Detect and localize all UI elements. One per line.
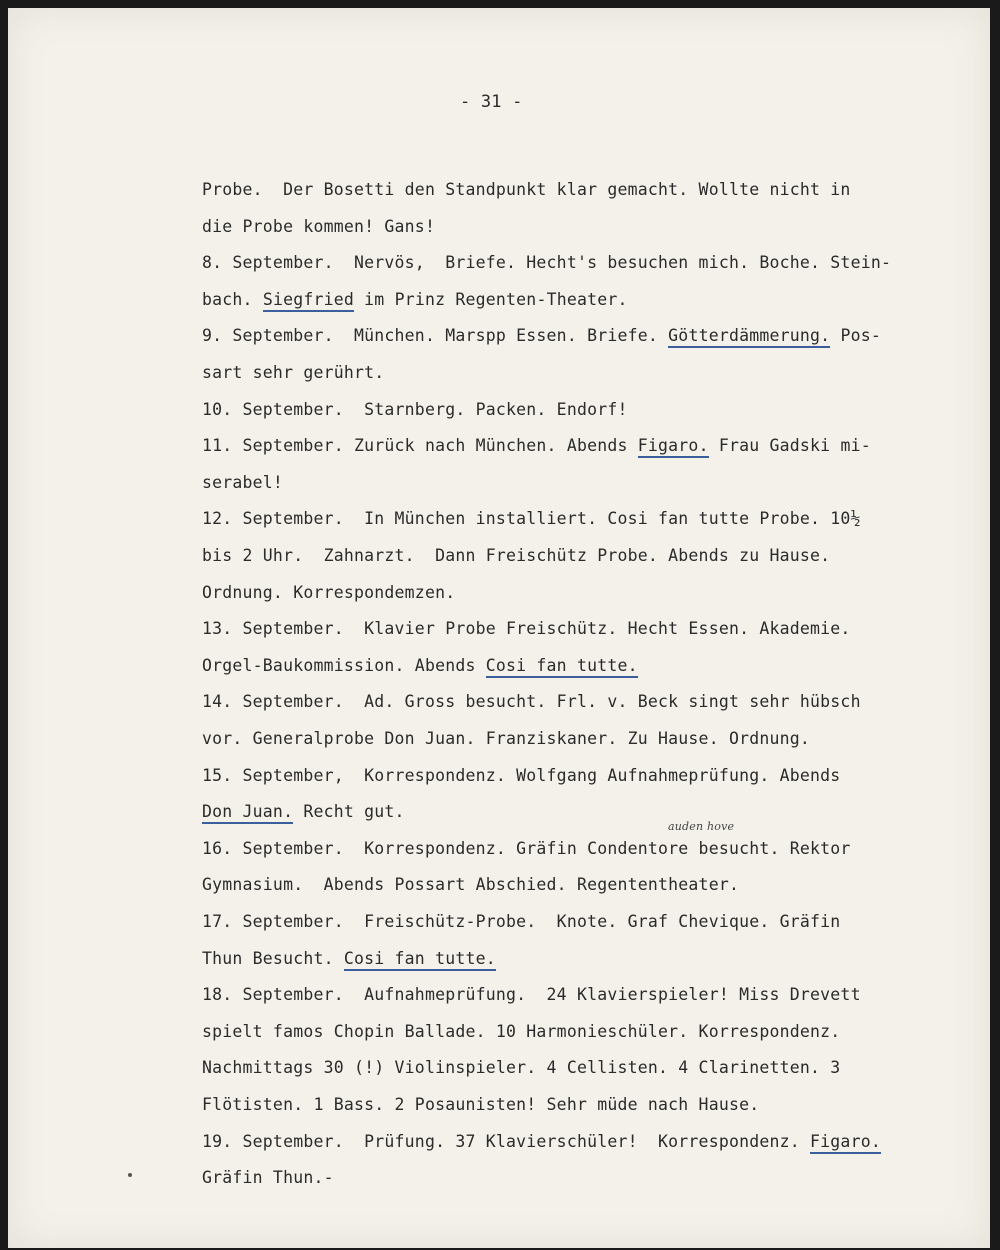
text-segment: vor. Generalprobe Don Juan. Franziskaner. Zu Hause. Ordnung. — [202, 729, 811, 748]
underlined-title: Cosi fan tutte. — [486, 656, 638, 678]
text-line — [202, 912, 840, 932]
text-segment: Flötisten. 1 Bass. 2 Posaunisten! Sehr müde nach Hause. — [202, 1095, 760, 1114]
text-segment: 17. September. Freischütz-Probe. Knote. Graf Chevique. Gräfin — [202, 912, 841, 931]
text-line — [202, 766, 840, 786]
text-segment: Pos- — [830, 326, 881, 346]
text-segment: Recht gut. — [293, 802, 405, 822]
underlined-title: Siegfried — [263, 290, 354, 312]
text-segment: 11. September. Zurück nach München. Abends — [202, 436, 638, 456]
page-number: - 31 - — [460, 92, 523, 112]
text-line — [202, 1132, 881, 1152]
text-segment: 8. September. Nervös, Briefe. Hecht's besuchen mich. Boche. Stein- — [202, 253, 892, 273]
document-page — [8, 8, 990, 1248]
text-line — [202, 217, 435, 237]
underlined-title: Cosi fan tutte. — [344, 949, 496, 971]
text-segment: die Probe kommen! Gans! — [202, 216, 436, 236]
text-segment: Nachmittags 30 (!) Violinspieler. 4 Cellisten. 4 Clarinetten. 3 — [202, 1058, 841, 1078]
text-line — [202, 875, 739, 895]
text-line — [202, 473, 283, 493]
text-line — [202, 729, 810, 749]
text-line — [202, 949, 496, 969]
underlined-title: Don Juan. — [202, 802, 293, 824]
text-line — [202, 1095, 759, 1115]
text-line — [202, 253, 891, 273]
text-segment: Frau Gadski mi- — [708, 436, 871, 456]
text-segment: 18. September. Aufnahmeprüfung. 24 Klavierspieler! Miss Drevett — [202, 985, 861, 1005]
handwritten-annotation: auden hove — [668, 820, 735, 833]
text-segment: serabel! — [202, 472, 284, 492]
text-segment: 16. September. Korrespondenz. Gräfin Condentore besucht. Rektor — [202, 838, 851, 858]
text-segment: 13. September. Klavier Probe Freischütz. Hecht Essen. Akademie. — [202, 619, 851, 639]
text-segment: Gymnasium. Abends Possart Abschied. Regententheater. — [202, 875, 740, 895]
text-line — [202, 1168, 334, 1188]
text-segment: Ordnung. Korrespondemzen. — [202, 582, 456, 602]
text-line — [202, 180, 851, 200]
text-line — [202, 1022, 840, 1042]
text-segment: Thun Besucht. — [202, 948, 344, 968]
text-segment: Gräfin Thun.- — [202, 1168, 334, 1188]
text-line — [202, 509, 861, 529]
text-segment: Orgel-Baukommission. Abends — [202, 655, 486, 675]
underlined-title: Götterdämmerung. — [668, 326, 830, 348]
text-line — [202, 436, 871, 456]
text-segment: sart sehr gerührt. — [202, 363, 385, 382]
text-line — [202, 802, 405, 822]
text-segment: 12. September. In München installiert. Cosi fan tutte Probe. 10½ — [202, 509, 861, 529]
text-line — [202, 1058, 840, 1078]
text-line — [202, 363, 384, 383]
underlined-title: Figaro. — [638, 436, 709, 458]
text-line — [202, 839, 851, 859]
text-line — [202, 326, 881, 346]
underlined-title: Figaro. — [810, 1132, 881, 1154]
text-segment: 14. September. Ad. Gross besucht. Frl. v. Beck singt sehr hübsch — [202, 692, 861, 712]
text-segment: 19. September. Prüfung. 37 Klavierschüler! Korrespondenz. — [202, 1131, 811, 1151]
text-segment: 10. September. Starnberg. Packen. Endorf! — [202, 399, 628, 419]
text-segment: im Prinz Regenten-Theater. — [354, 289, 628, 309]
text-line — [202, 619, 851, 639]
text-segment: 15. September, Korrespondenz. Wolfgang Aufnahmeprüfung. Abends — [202, 765, 841, 785]
text-segment: bach. — [202, 289, 263, 309]
text-line — [202, 583, 455, 603]
text-segment: 9. September. München. Marspp Essen. Briefe. — [202, 326, 669, 346]
text-line — [202, 985, 861, 1005]
text-segment: spielt famos Chopin Ballade. 10 Harmonieschüler. Korrespondenz. — [202, 1021, 841, 1041]
text-line — [202, 290, 628, 310]
text-line — [202, 400, 628, 420]
text-segment: Probe. Der Bosetti den Standpunkt klar gemacht. Wollte nicht in — [202, 180, 851, 199]
ink-mark — [128, 1173, 132, 1177]
text-line — [202, 692, 861, 712]
text-line — [202, 546, 830, 566]
text-line — [202, 656, 638, 676]
typescript-text — [8, 8, 990, 1248]
text-segment: bis 2 Uhr. Zahnarzt. Dann Freischütz Probe. Abends zu Hause. — [202, 546, 831, 565]
